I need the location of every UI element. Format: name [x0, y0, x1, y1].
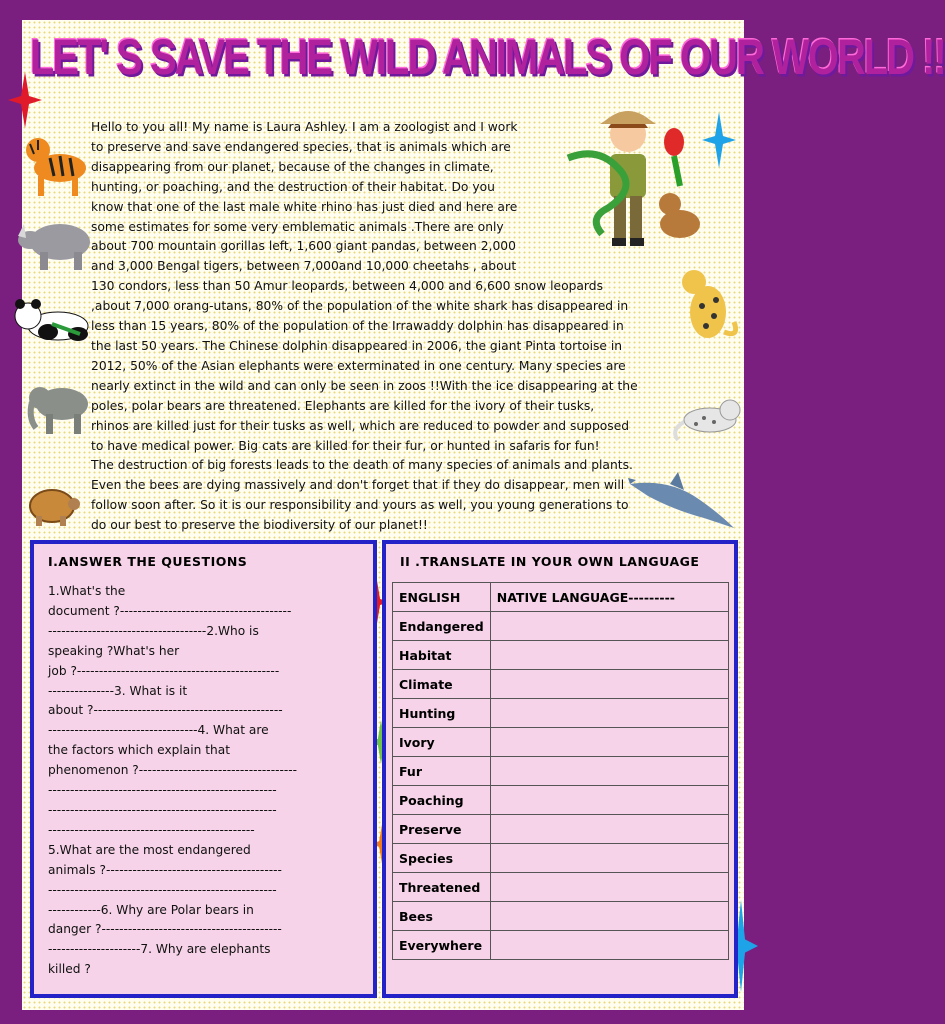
table-row: [393, 641, 729, 670]
panda-icon: [12, 296, 94, 346]
table-row: [393, 931, 729, 960]
paragraph-line: nearly extinct in the wild and can only be seen in zoos !!With the ice disappearing at the: [91, 378, 638, 393]
table-row: [393, 728, 729, 757]
translate-heading: II .TRANSLATE IN YOUR OWN LANGUAGE: [400, 554, 700, 569]
intro-paragraph: [91, 118, 676, 536]
question-line: ------------6. Why are Polar bears in: [48, 902, 254, 917]
paragraph-line: poles, polar bears are threatened. Elephants are killed for the ivory of their tusks,: [91, 398, 595, 413]
vocab-word: Habitat: [393, 641, 491, 670]
vocab-word: Hunting: [393, 699, 491, 728]
paragraph-line: the last 50 years. The Chinese dolphin disappeared in 2006, the giant Pinta tortoise in: [91, 338, 623, 353]
vocab-word: Threatened: [393, 873, 491, 902]
question-line: ---------------3. What is it: [48, 683, 188, 698]
paragraph-line: less than 15 years, 80% of the population of the Irrawaddy dolphin has disappeared in: [91, 319, 624, 334]
question-line: job ?----------------------------------------------: [48, 663, 280, 678]
rhino-icon: [16, 214, 94, 272]
question-line: about ?-------------------------------------------: [48, 703, 283, 718]
questions-box: [30, 540, 377, 998]
translation-cell[interactable]: [490, 902, 728, 931]
paragraph-line: The destruction of big forests leads to the death of many species of animals and plants.: [91, 458, 633, 473]
question-line: 1.What's the: [48, 584, 126, 598]
paragraph-line: 2012, 50% of the Asian elephants were exterminated in one century. Many species are: [91, 358, 626, 373]
translation-cell[interactable]: [490, 786, 728, 815]
table-row: [393, 786, 729, 815]
paragraph-line: to preserve and save endangered species, that is animals which are: [91, 139, 511, 154]
translation-cell[interactable]: [490, 699, 728, 728]
paragraph-line: about 700 mountain gorillas left, 1,600 giant pandas, between 2,000: [91, 239, 516, 254]
question-line: ----------------------------------------------------: [48, 802, 277, 817]
table-row: [393, 670, 729, 699]
table-header-row: [393, 583, 729, 612]
elephant-icon: [26, 378, 90, 436]
question-line: phenomenon ?------------------------------------: [48, 763, 298, 778]
paragraph-line: some estimates for some very emblematic animals .There are only: [91, 219, 504, 234]
translation-cell[interactable]: [490, 815, 728, 844]
table-row: [393, 699, 729, 728]
translation-cell[interactable]: [490, 641, 728, 670]
vocab-word: Ivory: [393, 728, 491, 757]
table-row: [393, 873, 729, 902]
translation-cell[interactable]: [490, 612, 728, 641]
translation-cell[interactable]: [490, 757, 728, 786]
translation-cell[interactable]: [490, 844, 728, 873]
paragraph-line: do our best to preserve the biodiversity of our planet!!: [91, 518, 428, 533]
table-row: [393, 902, 729, 931]
paragraph-line: know that one of the last male white rhino has just died and here are: [91, 199, 518, 214]
question-line: killed ?: [48, 962, 91, 977]
paragraph-line: follow soon after. So it is our responsibility and yours as well, you young generations to: [91, 498, 629, 513]
question-line: 5.What are the most endangered: [48, 842, 251, 857]
vocab-word: Preserve: [393, 815, 491, 844]
translation-cell[interactable]: [490, 670, 728, 699]
vocab-word: Poaching: [393, 786, 491, 815]
question-line: animals ?----------------------------------------: [48, 862, 282, 877]
table-row: [393, 612, 729, 641]
vocab-word: Species: [393, 844, 491, 873]
questions-heading: I.ANSWER THE QUESTIONS: [48, 554, 248, 569]
paragraph-line: Hello to you all! My name is Laura Ashley. I am a zoologist and I work: [91, 120, 518, 134]
table-row: [393, 844, 729, 873]
vocabulary-table: [392, 582, 729, 960]
paragraph-line: 130 condors, less than 50 Amur leopards, between 4,000 and 6,600 snow leopards: [91, 279, 603, 294]
translation-cell[interactable]: [490, 931, 728, 960]
translation-cell[interactable]: [490, 728, 728, 757]
paragraph-line: ,about 7,000 orang-utans, 80% of the population of the white shark has disappeared in: [91, 299, 629, 314]
question-line: the factors which explain that: [48, 743, 231, 758]
vocab-word: Everywhere: [393, 931, 491, 960]
paragraph-line: disappearing from our planet, because of the changes in climate,: [91, 159, 494, 174]
vocab-word: Climate: [393, 670, 491, 699]
tortoise-icon: [24, 480, 82, 528]
leopard-icon: [672, 266, 742, 346]
question-line: ----------------------------------4. What are: [48, 723, 269, 738]
column-header-native: NATIVE LANGUAGE---------: [490, 583, 728, 612]
tiger-icon: [24, 128, 90, 198]
paragraph-line: hunting, or poaching, and the destruction of their habitat. Do you: [91, 179, 495, 194]
questions-list: [48, 582, 368, 980]
vocab-word: Bees: [393, 902, 491, 931]
red-star-icon: [8, 72, 42, 128]
snow-leopard-icon: [670, 392, 742, 442]
vocab-word: Fur: [393, 757, 491, 786]
question-line: speaking ?What's her: [48, 643, 180, 658]
question-line: ------------------------------------2.Who is: [48, 623, 259, 638]
table-row: [393, 815, 729, 844]
question-line: ----------------------------------------------------: [48, 882, 277, 897]
question-line: ----------------------------------------------------: [48, 783, 277, 798]
column-header-english: ENGLISH: [393, 583, 491, 612]
question-line: -----------------------------------------------: [48, 822, 255, 837]
paragraph-line: and 3,000 Bengal tigers, between 7,000and 10,000 cheetahs , about: [91, 259, 517, 274]
question-line: danger ?-----------------------------------------: [48, 922, 282, 937]
question-line: document ?---------------------------------------: [48, 603, 292, 618]
translate-box: [382, 540, 738, 998]
paragraph-line: Even the bees are dying massively and don't forget that if they do disappear, men will: [91, 478, 625, 493]
table-row: [393, 757, 729, 786]
translation-cell[interactable]: [490, 873, 728, 902]
page-title: LET' S SAVE THE WILD ANIMALS OF OUR WORLD !!: [30, 30, 945, 85]
paragraph-line: rhinos are killed just for their tusks as well, which are reduced to powder and supposed: [91, 418, 630, 433]
vocab-word: Endangered: [393, 612, 491, 641]
question-line: ---------------------7. Why are elephants: [48, 942, 271, 957]
paragraph-line: to have medical power. Big cats are killed for their fur, or hunted in safaris for fun!: [91, 438, 600, 453]
